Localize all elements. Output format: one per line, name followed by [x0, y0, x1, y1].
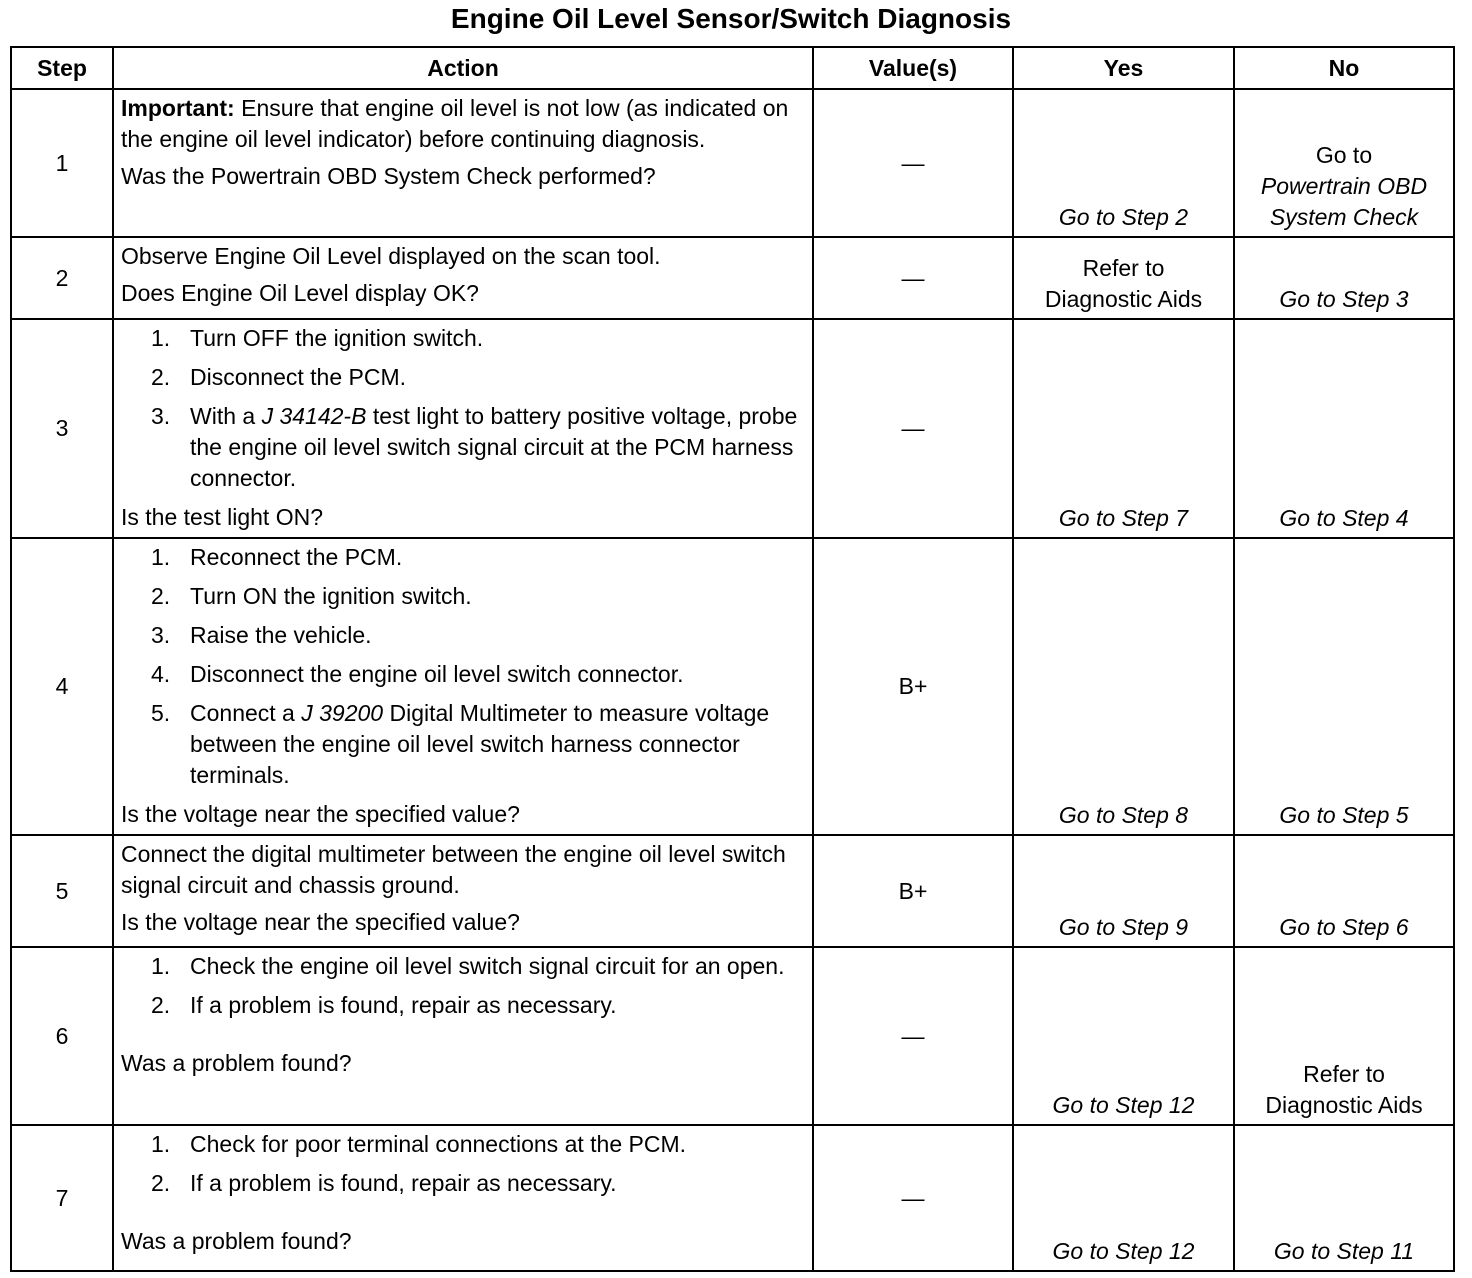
header-yes: Yes: [1013, 47, 1234, 89]
question-text: Was a problem found?: [121, 1228, 352, 1254]
table-row: [11, 319, 1454, 538]
question-text: Is the voltage near the specified value?: [121, 801, 520, 827]
yes-cell: [1013, 947, 1234, 1125]
step-number: 4: [11, 538, 113, 835]
value-cell: B+: [813, 538, 1013, 835]
step-number: 2: [11, 237, 113, 319]
no-link[interactable]: Go to Step 3: [1279, 286, 1409, 312]
no-link[interactable]: Go to Step 6: [1279, 914, 1409, 940]
list-item: 1. Reconnect the PCM.: [151, 544, 403, 570]
value-cell: —: [813, 237, 1013, 319]
yes-link[interactable]: Go to Step 2: [1058, 204, 1189, 230]
header-step: Step: [11, 47, 113, 89]
no-cell: [1234, 835, 1454, 947]
yes-cell: [1013, 89, 1234, 237]
no-link[interactable]: Go to Step 5: [1279, 802, 1409, 828]
list-item: 3. Raise the vehicle.: [151, 622, 372, 648]
table-row: [11, 89, 1454, 237]
no-cell: [1234, 237, 1454, 319]
list-item: 1. Check for poor terminal connections at the PCM.: [151, 1131, 687, 1157]
value-cell: —: [813, 319, 1013, 538]
no-prefix: Go to: [1315, 142, 1373, 168]
yes-cell: [1013, 835, 1234, 947]
action-cell: [113, 319, 813, 538]
action-cell: [113, 237, 813, 319]
value-cell: B+: [813, 835, 1013, 947]
yes-link[interactable]: Go to Step 7: [1058, 505, 1189, 531]
header-action: Action: [113, 47, 813, 89]
action-cell: [113, 1125, 813, 1271]
list-item: 5. Connect a J 39200 Digital Multimeter to measure voltage between the engine oil level switch harness connector terminals.: [151, 700, 770, 788]
list-item: 2. If a problem is found, repair as necessary.: [151, 992, 617, 1018]
step-number: 3: [11, 319, 113, 538]
step-list: [121, 951, 806, 1021]
yes-cell: [1013, 237, 1234, 319]
list-item: 2. Disconnect the PCM.: [151, 364, 407, 390]
yes-link[interactable]: Go to Step 8: [1058, 802, 1189, 828]
no-cell: [1234, 1125, 1454, 1271]
list-item: 4. Disconnect the engine oil level switch connector.: [151, 661, 684, 687]
list-item: 1. Turn OFF the ignition switch.: [151, 325, 484, 351]
action-text: Connect the digital multimeter between the engine oil level switch signal circuit and chassis ground.: [121, 841, 786, 898]
action-cell: [113, 835, 813, 947]
yes-cell: [1013, 538, 1234, 835]
no-cell: [1234, 947, 1454, 1125]
list-item: 3. With a J 34142-B test light to battery positive voltage, probe the engine oil level switch signal circuit at the PCM harness connector.: [151, 403, 798, 491]
no-cell: [1234, 538, 1454, 835]
yes-cell: [1013, 319, 1234, 538]
value-cell: —: [813, 1125, 1013, 1271]
no-link[interactable]: Powertrain OBD System Check: [1260, 173, 1428, 230]
step-number: 7: [11, 1125, 113, 1271]
list-item: 1. Check the engine oil level switch signal circuit for an open.: [151, 953, 785, 979]
yes-cell: [1013, 1125, 1234, 1271]
tool-name: J 39200: [301, 700, 384, 726]
no-cell: [1234, 89, 1454, 237]
list-item: 2. Turn ON the ignition switch.: [151, 583, 472, 609]
list-item: 2. If a problem is found, repair as necessary.: [151, 1170, 617, 1196]
no-cell: [1234, 319, 1454, 538]
question-text: Is the test light ON?: [121, 504, 323, 530]
step-number: 5: [11, 835, 113, 947]
table-row: [11, 947, 1454, 1125]
question-text: Was the Powertrain OBD System Check performed?: [121, 163, 656, 189]
yes-link[interactable]: Go to Step 12: [1052, 1238, 1195, 1264]
no-link[interactable]: Refer to Diagnostic Aids: [1265, 1061, 1423, 1118]
important-label: Important:: [121, 95, 235, 121]
yes-link[interactable]: Refer to Diagnostic Aids: [1044, 255, 1203, 312]
action-text: Observe Engine Oil Level displayed on the scan tool.: [121, 243, 661, 269]
no-link[interactable]: Go to Step 11: [1273, 1238, 1415, 1264]
header-row: [11, 47, 1454, 89]
table-row: [11, 237, 1454, 319]
step-number: 6: [11, 947, 113, 1125]
tool-name: J 34142-B: [261, 403, 367, 429]
page-title: Engine Oil Level Sensor/Switch Diagnosis: [450, 3, 1012, 34]
diagnosis-table: [10, 46, 1455, 1272]
value-cell: —: [813, 947, 1013, 1125]
header-values: Value(s): [813, 47, 1013, 89]
question-text: Is the voltage near the specified value?: [121, 909, 520, 935]
action-cell: [113, 538, 813, 835]
important-text: Ensure that engine oil level is not low (as indicated on the engine oil level indicator) before continuing diagnosis.: [121, 95, 789, 152]
step-number: 1: [11, 89, 113, 237]
table-row: [11, 835, 1454, 947]
question-text: Does Engine Oil Level display OK?: [121, 280, 479, 306]
value-cell: —: [813, 89, 1013, 237]
table-row: [11, 1125, 1454, 1271]
action-cell: [113, 89, 813, 237]
no-link[interactable]: Go to Step 4: [1279, 505, 1409, 531]
step-list: [121, 1129, 806, 1199]
step-list: [121, 323, 806, 494]
question-text: Was a problem found?: [121, 1050, 352, 1076]
action-cell: [113, 947, 813, 1125]
table-row: [11, 538, 1454, 835]
header-no: No: [1234, 47, 1454, 89]
yes-link[interactable]: Go to Step 12: [1052, 1092, 1195, 1118]
step-list: [121, 542, 806, 791]
yes-link[interactable]: Go to Step 9: [1058, 914, 1189, 940]
